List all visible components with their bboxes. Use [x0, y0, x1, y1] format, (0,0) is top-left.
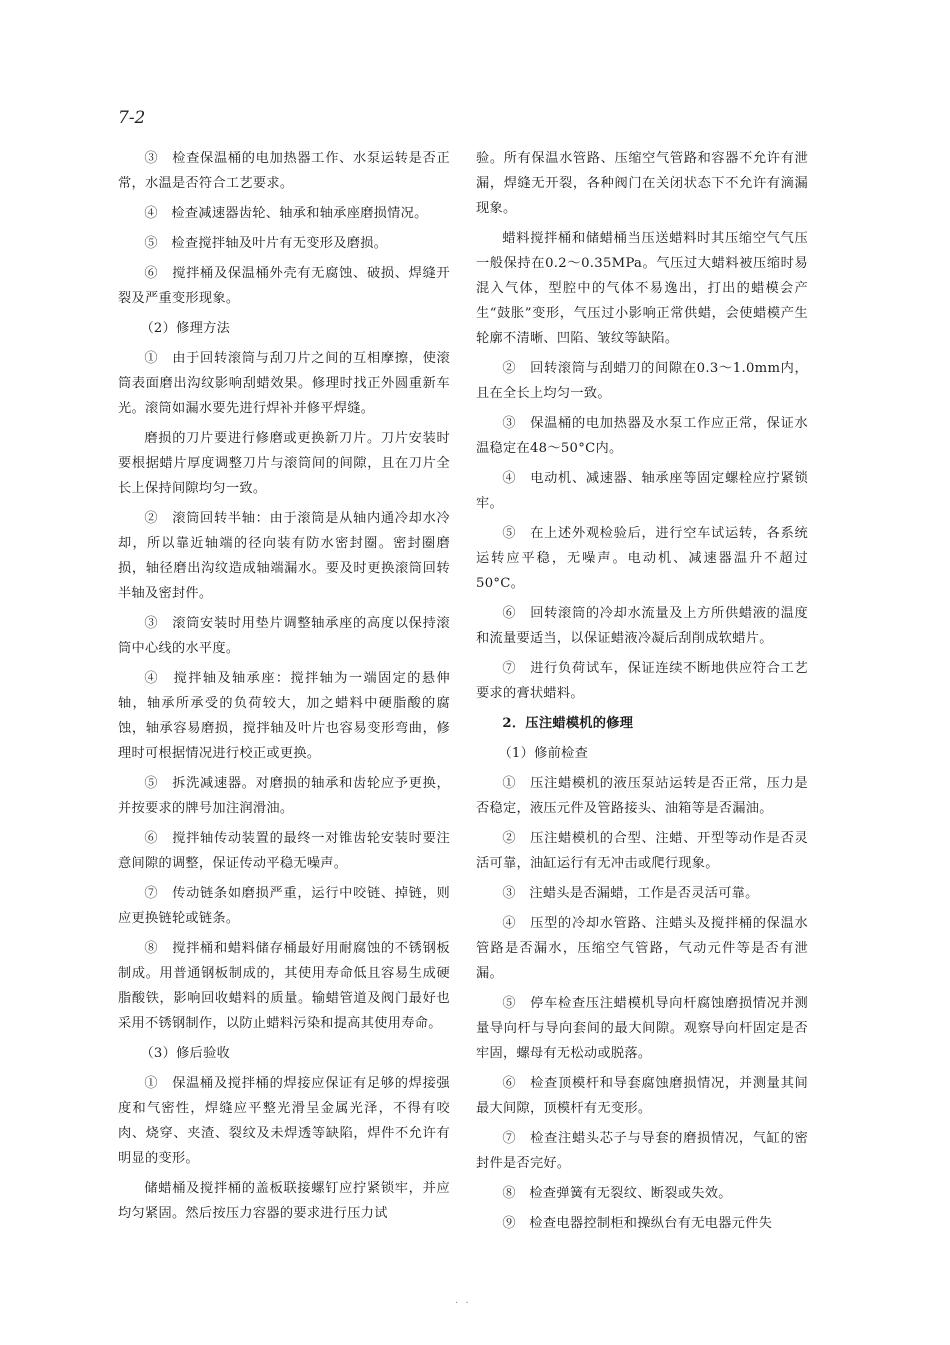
paragraph: ② 压注蜡模机的合型、注蜡、开型等动作是否灵活可靠，油缸运行有无冲击或爬行现象。 — [476, 831, 808, 871]
paragraph: ① 压注蜡模机的液压泵站运转是否正常，压力是否稳定，液压元件及管路接头、油箱等是否漏油。 — [476, 776, 808, 816]
paragraph: ③ 滚筒安装时用垫片调整轴承座的高度以保持滚筒中心线的水平度。 — [118, 616, 450, 656]
paragraph: ① 保温桶及搅拌桶的焊接应保证有足够的焊接强度和气密性，焊缝应平整光滑呈金属光泽，不得有咬肉、烧穿、夹渣、裂纹及未焊透等缺陷，焊件不允许有明显的变形。 — [118, 1076, 450, 1166]
paragraph: ⑥ 搅拌轴传动装置的最终一对锥齿轮安装时要注意间隙的调整，保证传动平稳无噪声。 — [118, 831, 450, 871]
paragraph: ④ 检查减速器齿轮、轴承和轴承座磨损情况。 — [144, 206, 428, 221]
paragraph: ③ 保温桶的电加热器及水泵工作应正常，保证水温稳定在48～50°C内。 — [476, 416, 808, 456]
left-column — [118, 146, 450, 1231]
paragraph: 验。所有保温水管路、压缩空气管路和容器不允许有泄漏，焊缝无开裂，各种阀门在关闭状态下不允许有滴漏现象。 — [476, 151, 808, 216]
paragraph: ⑤ 停车检查压注蜡模机导向杆腐蚀磨损情况并测量导向杆与导向套间的最大间隙。观察导向杆固定是否牢固，螺母有无松动或脱落。 — [476, 996, 808, 1061]
subsection-heading: （1）修前检查 — [498, 746, 589, 761]
paragraph: ⑤ 拆洗减速器。对磨损的轴承和齿轮应予更换，并按要求的牌号加注润滑油。 — [118, 776, 450, 816]
paragraph: ⑧ 检查弹簧有无裂纹、断裂或失效。 — [502, 1186, 732, 1201]
paragraph: ⑦ 传动链条如磨损严重，运行中咬链、掉链，则应更换链轮或链条。 — [118, 886, 450, 926]
paragraph: ② 回转滚筒与刮蜡刀的间隙在0.3～1.0mm内，且在全长上均匀一致。 — [476, 361, 808, 401]
paragraph: ⑥ 搅拌桶及保温桶外壳有无腐蚀、破损、焊缝开裂及严重变形现象。 — [118, 266, 450, 306]
footer-mark: · · — [455, 1298, 471, 1309]
section-heading: 2．压注蜡模机的修理 — [502, 716, 634, 731]
paragraph: 蜡料搅拌桶和储蜡桶当压送蜡料时其压缩空气气压一般保持在0.2～0.35MPa。气压过大蜡料被压缩时易混入气体，型腔中的气体不易逸出，打出的蜡模会产生“鼓胀”变形，气压过小影响正常供蜡，会使蜡模产生轮廓不清晰、凹陷、皱纹等缺陷。 — [476, 231, 808, 346]
paragraph: ④ 搅拌轴及轴承座：搅拌轴为一端固定的悬伸轴，轴承所承受的负荷较大，加之蜡料中硬脂酸的腐蚀，轴承容易磨损，搅拌轴及叶片也容易变形弯曲，修理时可根据情况进行校正或更换。 — [118, 671, 450, 761]
paragraph: ⑥ 回转滚筒的冷却水流量及上方所供蜡液的温度和流量要适当，以保证蜡液冷凝后刮削成软蜡片。 — [476, 606, 808, 646]
paragraph: ① 由于回转滚筒与刮刀片之间的互相摩擦，使滚筒表面磨出沟纹影响刮蜡效果。修理时找正外圆重新车光。滚筒如漏水要先进行焊补并修平焊缝。 — [118, 351, 450, 416]
paragraph: 储蜡桶及搅拌桶的盖板联接螺钉应拧紧锁牢，并应均匀紧固。然后按压力容器的要求进行压力试 — [118, 1181, 450, 1221]
paragraph: 磨损的刀片要进行修磨或更换新刀片。刀片安装时要根据蜡片厚度调整刀片与滚筒间的间隙，且在刀片全长上保持间隙均匀一致。 — [118, 431, 450, 496]
paragraph: ② 滚筒回转半轴：由于滚筒是从轴内通冷却水冷却，所以靠近轴端的径向装有防水密封圈。密封圈磨损，轴径磨出沟纹造成轴端漏水。要及时更换滚筒回转半轴及密封件。 — [118, 511, 450, 601]
paragraph: ③ 检查保温桶的电加热器工作、水泵运转是否正常，水温是否符合工艺要求。 — [118, 151, 450, 191]
paragraph: ⑨ 检查电器控制柜和操纵台有无电器元件失 — [502, 1216, 773, 1231]
paragraph: ④ 压型的冷却水管路、注蜡头及搅拌桶的保温水管路是否漏水，压缩空气管路，气动元件等是否有泄漏。 — [476, 916, 808, 981]
paragraph: ⑦ 检查注蜡头芯子与导套的磨损情况，气缸的密封件是否完好。 — [476, 1131, 808, 1171]
paragraph: ④ 电动机、减速器、轴承座等固定螺栓应拧紧锁牢。 — [476, 471, 808, 511]
subsection-heading: （2）修理方法 — [140, 321, 231, 336]
paragraph: ⑥ 检查顶模杆和导套腐蚀磨损情况，并测量其间最大间隙，顶模杆有无变形。 — [476, 1076, 808, 1116]
right-column — [476, 146, 808, 1241]
subsection-heading: （3）修后验收 — [140, 1046, 231, 1061]
paragraph: ⑧ 搅拌桶和蜡料储存桶最好用耐腐蚀的不锈钢板制成。用普通钢板制成的，其使用寿命低且容易生成硬脂酸铁，影响回收蜡料的质量。输蜡管道及阀门最好也采用不锈钢制作，以防止蜡料污染和提高其使用寿命。 — [118, 941, 450, 1031]
paragraph: ③ 注蜡头是否漏蜡，工作是否灵活可靠。 — [502, 886, 759, 901]
paragraph: ⑤ 在上述外观检验后，进行空车试运转，各系统运转应平稳，无噪声。电动机、减速器温升不超过50°C。 — [476, 526, 808, 591]
paragraph: ⑤ 检查搅拌轴及叶片有无变形及磨损。 — [144, 236, 388, 251]
paragraph: ⑦ 进行负荷试车，保证连续不断地供应符合工艺要求的膏状蜡料。 — [476, 661, 808, 701]
page-number: 7-2 — [118, 108, 146, 128]
